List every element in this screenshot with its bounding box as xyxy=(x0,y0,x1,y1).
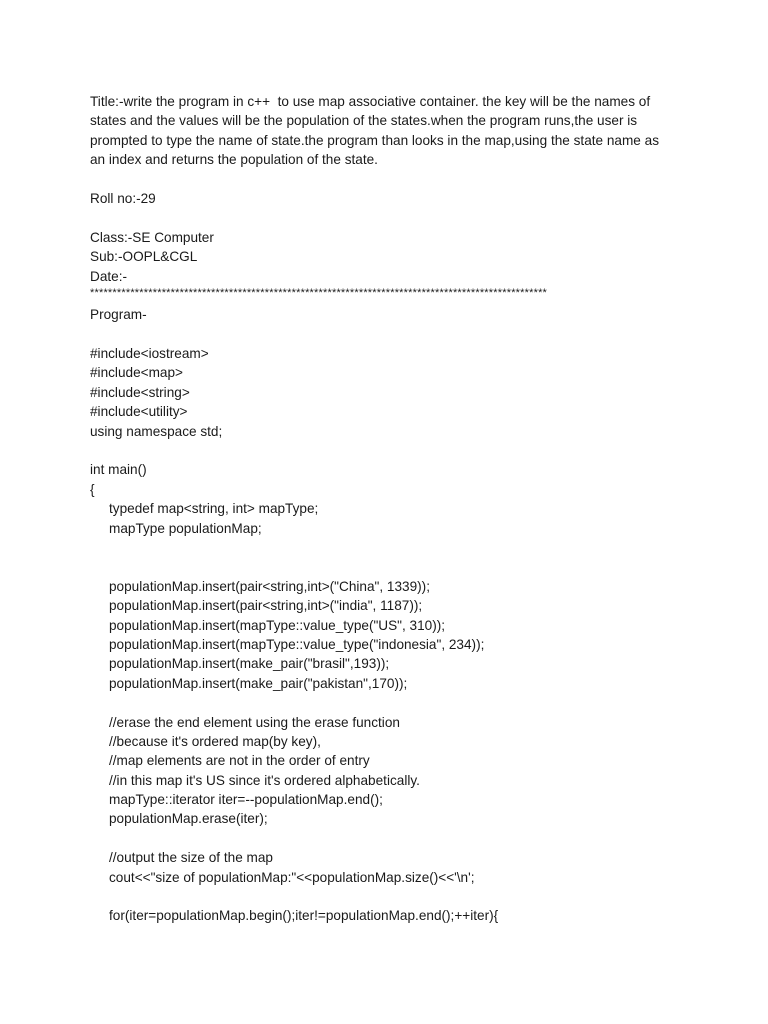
title-line: Title:-write the program in c++ to use map associative container. the key will be the names of xyxy=(90,94,651,109)
code-comment: //because it's ordered map(by key), xyxy=(109,733,321,749)
class-info: Class:-SE Computer xyxy=(90,229,214,245)
code-comment: //output the size of the map xyxy=(109,850,273,866)
code-line: populationMap.insert(make_pair("brasil",193)); xyxy=(109,656,390,672)
code-block xyxy=(90,344,690,926)
blank-line xyxy=(90,325,690,344)
title-line: an index and returns the population of the state. xyxy=(90,152,378,168)
code-line: #include<utility> xyxy=(90,404,188,420)
blank-line xyxy=(90,829,690,848)
document-page xyxy=(90,92,690,926)
code-comment: //in this map it's US since it's ordered alphabetically. xyxy=(109,772,420,788)
code-line: { xyxy=(90,481,95,497)
subject-info: Sub:-OOPL&CGL xyxy=(90,249,198,265)
separator-line: ****************************************************************************************************** xyxy=(90,286,548,299)
code-line: mapType populationMap; xyxy=(109,520,262,536)
title-line: prompted to type the name of state.the program than looks in the map,using the state name as xyxy=(90,132,660,148)
code-line: #include<string> xyxy=(90,384,190,400)
code-comment: //erase the end element using the erase function xyxy=(109,714,400,730)
code-line: populationMap.erase(iter); xyxy=(109,811,268,827)
program-label: Program- xyxy=(90,307,147,323)
blank-line xyxy=(90,441,690,460)
code-line: populationMap.insert(pair<string,int>("india", 1187)); xyxy=(109,598,423,614)
code-line: using namespace std; xyxy=(90,423,223,439)
code-line: populationMap.insert(pair<string,int>("China", 1339)); xyxy=(109,578,430,594)
code-comment: //map elements are not in the order of entry xyxy=(109,753,370,769)
blank-line xyxy=(90,208,690,227)
blank-line xyxy=(90,887,690,906)
blank-line xyxy=(90,170,690,189)
title-line: states and the values will be the population of the states.when the program runs,the user is xyxy=(90,113,638,129)
code-line: typedef map<string, int> mapType; xyxy=(109,501,319,517)
code-line: cout<<"size of populationMap:"<<populationMap.size()<<'\n'; xyxy=(109,869,475,885)
code-line: populationMap.insert(make_pair("pakistan",170)); xyxy=(109,675,408,691)
blank-line xyxy=(90,538,690,577)
code-line: populationMap.insert(mapType::value_type("indonesia", 234)); xyxy=(109,636,485,652)
code-line: #include<map> xyxy=(90,365,183,381)
code-line: #include<iostream> xyxy=(90,346,209,362)
roll-no: Roll no:-29 xyxy=(90,190,156,206)
code-line: int main() xyxy=(90,462,147,478)
code-line: populationMap.insert(mapType::value_type("US", 310)); xyxy=(109,617,446,633)
date-info: Date:- xyxy=(90,268,128,284)
blank-line xyxy=(90,693,690,712)
code-line: for(iter=populationMap.begin();iter!=populationMap.end();++iter){ xyxy=(109,908,499,924)
code-line: mapType::iterator iter=--populationMap.end(); xyxy=(109,792,383,808)
title-block xyxy=(90,92,690,170)
